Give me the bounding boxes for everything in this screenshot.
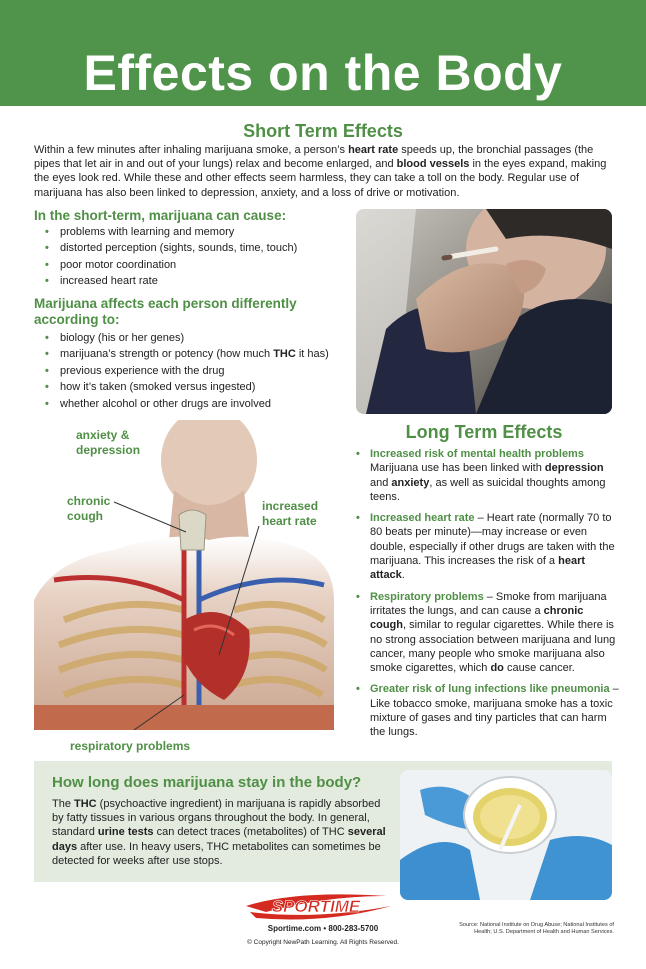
anatomy-illustration: [34, 420, 334, 730]
sportime-logo: [236, 890, 396, 922]
how-long-text: The THC (psychoactive ingredient) in marijuana is rapidly absorbed by fatty tissues in various organs throughout the body. In general, standard urine tests can detect traces (metabolites) of THC several days after use. In heavy users, THC metabolites can sometimes be detected for weeks after use stops.: [52, 798, 386, 867]
list-item: • whether alcohol or other drugs are involved: [45, 396, 329, 412]
can-cause-list: [45, 224, 297, 290]
urine-test-photo: [400, 770, 612, 900]
label-increased-heart-rate: increased heart rate: [262, 499, 319, 528]
short-term-intro: Within a few minutes after inhaling marijuana smoke, a person’s heart rate speeds up, the bronchial passages (the pipes that let air in and out of your lungs) relax and become enlarged, and blood vessels in the eyes expand, making the eyes look red. While these and other effects seem harmless, they can take a toll on the body. Regular use of marijuana has also been linked to depression, anxiety, and a loss of drive or motivation.: [34, 144, 607, 199]
title-banner: [0, 0, 646, 106]
list-item: • Increased risk of mental health problems Marijuana use has been linked with depression and anxiety, as well as suicidal thoughts among teens.: [356, 447, 622, 504]
label-chronic-cough: chronic cough: [67, 494, 111, 523]
list-item: • marijuana’s strength or potency (how much THC it has): [45, 346, 329, 362]
logo-text: SPORTIME: [271, 897, 361, 916]
label-anxiety-depression: anxiety & depression: [76, 428, 141, 457]
list-item: • poor motor coordination: [45, 257, 297, 273]
long-term-list: [356, 447, 622, 747]
differently-list: [45, 330, 329, 412]
differently-heading: Marijuana affects each person differently according to:: [34, 296, 297, 327]
list-item: • increased heart rate: [45, 273, 297, 289]
list-item: • previous experience with the drug: [45, 363, 329, 379]
list-item: • problems with learning and memory: [45, 224, 297, 240]
list-item: • biology (his or her genes): [45, 330, 329, 346]
short-term-heading: Short Term Effects: [243, 121, 403, 141]
page-title: Effects on the Body: [83, 45, 563, 101]
how-long-heading: How long does marijuana stay in the body?: [52, 774, 362, 791]
list-item: • Respiratory problems – Smoke from marijuana irritates the lungs, and can cause a chronic cough, similar to regular cigarettes. While there is no strong association between marijuana and lung cancer, many people who smoke marijuana also smoke cigarettes, which do cause cancer.: [356, 590, 622, 676]
site-contact: Sportime.com • 800-283-5700: [267, 924, 379, 933]
copyright: © Copyright NewPath Learning. All Rights Reserved.: [247, 939, 399, 946]
smoking-photo: [356, 209, 612, 414]
label-respiratory-problems: respiratory problems: [70, 739, 191, 753]
source-note: Source: National Institute on Drug Abuse; National Institutes of Health; U.S. Department of Health and Human Services.: [459, 922, 614, 935]
long-term-heading: Long Term Effects: [405, 422, 563, 442]
list-item: • distorted perception (sights, sounds, time, touch): [45, 240, 297, 256]
list-item: • how it’s taken (smoked versus ingested): [45, 379, 329, 395]
list-item: • Increased heart rate – Heart rate (normally 70 to 80 beats per minute)—may increase or even double, especially if other drugs are taken with the marijuana. This increases the risk of a heart attack.: [356, 511, 622, 582]
can-cause-heading: In the short-term, marijuana can cause:: [34, 208, 287, 223]
list-item: • Greater risk of lung infections like pneumonia – Like tobacco smoke, marijuana smoke has a toxic mixture of gases and tiny particles that can harm the lungs.: [356, 682, 622, 739]
